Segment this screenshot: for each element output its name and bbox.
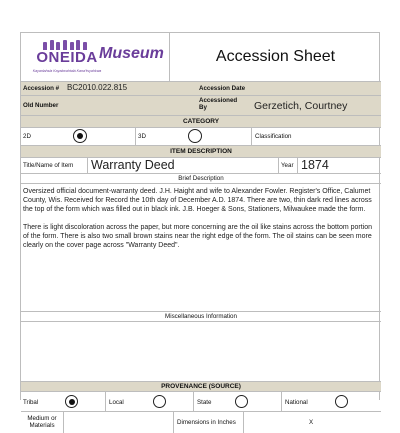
classification-label: Classification xyxy=(255,133,292,140)
divider xyxy=(193,392,194,411)
logo-word: ONEIDA xyxy=(36,49,98,66)
old-number-label: Old Number xyxy=(23,102,59,109)
misc-label-row xyxy=(21,311,381,321)
radio-3d[interactable] xyxy=(188,129,202,143)
divider xyxy=(243,412,244,433)
provenance-row xyxy=(21,391,381,411)
title-label: Title/Name of Item xyxy=(23,162,74,169)
accession-number-label: Accession # xyxy=(23,85,60,92)
category-heading: CATEGORY xyxy=(21,115,381,127)
divider xyxy=(297,158,298,173)
brief-description-text xyxy=(23,187,379,250)
divider xyxy=(63,412,64,433)
national-label: National xyxy=(285,399,308,406)
misc-info-label: Miscellaneous Information xyxy=(165,313,237,320)
radio-local[interactable] xyxy=(153,395,166,408)
provenance-heading: PROVENANCE (SOURCE) xyxy=(21,381,381,391)
brief-description-label-row xyxy=(21,173,381,183)
option-2d-label: 2D xyxy=(23,133,31,140)
description-paragraph: Oversized official document-warranty deed. J.H. Haight and wife to Alexander Fowler. Register's Office, Calumet County, Wis. Received for Record the 10th day of December A.D. 1874. There are two, thin dark red lines across the top of the form which was filled out in black ink. J.B. Hoeger & Sons, Stationers, Milwaukee made the form. xyxy=(23,188,372,213)
radio-selected-dot xyxy=(77,133,83,139)
brief-description-field[interactable] xyxy=(21,183,381,311)
local-label: Local xyxy=(109,399,124,406)
old-number-row xyxy=(21,95,381,115)
state-label: State xyxy=(197,399,212,406)
sheet-header xyxy=(21,33,381,81)
divider xyxy=(173,412,174,433)
item-description-heading: ITEM DESCRIPTION xyxy=(21,145,381,157)
accessioned-by-field[interactable]: Gerzetich, Courtney xyxy=(254,100,348,112)
logo-tagline: Kayanlahsla Kayakwahtalá Kanaˀtsyahkwa xyxy=(32,69,102,73)
radio-national[interactable] xyxy=(335,395,348,408)
museum-label: Museum xyxy=(99,45,164,62)
radio-state[interactable] xyxy=(235,395,248,408)
title-field[interactable]: Warranty Deed xyxy=(91,158,175,172)
accession-sheet xyxy=(20,32,380,429)
page-title: Accession Sheet xyxy=(169,33,381,81)
accession-number-field[interactable]: BC2010.022.815 xyxy=(67,83,128,92)
option-3d-label: 3D xyxy=(138,133,146,140)
brief-description-label: Brief Description xyxy=(178,175,224,182)
medium-row xyxy=(21,411,381,433)
year-label: Year xyxy=(281,162,294,169)
medium-label: Medium or Materials xyxy=(27,415,57,429)
divider xyxy=(251,128,252,145)
divider xyxy=(278,158,279,173)
accession-number-row xyxy=(21,81,381,95)
category-row xyxy=(21,127,381,145)
divider xyxy=(87,158,88,173)
divider xyxy=(281,392,282,411)
radio-selected-dot xyxy=(69,399,75,405)
divider xyxy=(135,128,136,145)
radio-tribal[interactable] xyxy=(65,395,78,408)
dimensions-label: Dimensions in Inches xyxy=(177,419,236,426)
title-row xyxy=(21,157,381,173)
accessioned-by-label: Accessioned By xyxy=(199,97,238,111)
divider xyxy=(105,392,106,411)
dimensions-separator: X xyxy=(309,419,314,426)
description-paragraph: There is light discoloration across the paper, but more concerning are the oil like stains across the bottom portion of the form. There is also two small brown stains near the right edge of the form. The oil stains can be seen more clearly on the cover page across "Warranty Deed". xyxy=(23,224,373,249)
misc-info-field[interactable] xyxy=(21,321,381,381)
accession-date-label: Accession Date xyxy=(199,85,246,92)
tribal-label: Tribal xyxy=(23,399,39,406)
radio-2d[interactable] xyxy=(73,129,87,143)
year-field[interactable]: 1874 xyxy=(301,158,329,172)
